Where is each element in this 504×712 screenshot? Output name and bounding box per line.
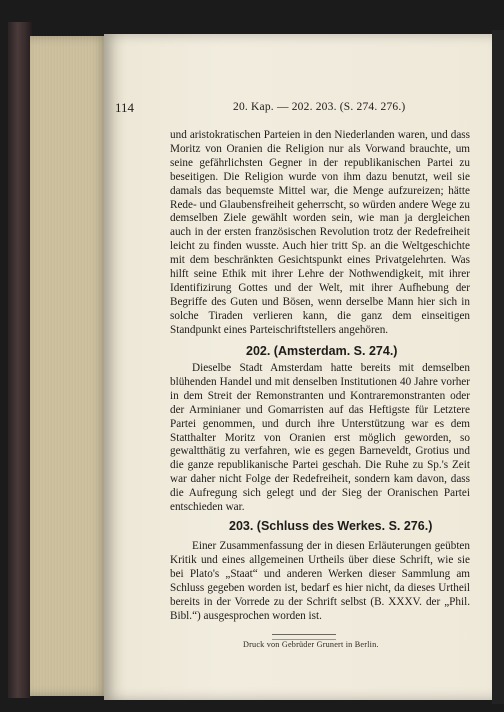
printer-imprint: Druck von Gebrüder Grunert in Berlin. bbox=[243, 640, 379, 649]
section-heading-203: 203. (Schluss des Werkes. S. 276.) bbox=[229, 519, 433, 533]
running-title: 20. Kap. — 202. 203. (S. 274. 276.) bbox=[233, 101, 406, 113]
paragraph-amsterdam: Dieselbe Stadt Amsterdam hatte bereits mit demselben blühenden Handel und mit denselben Institutionen 40 Jahre vorher in dem Streit der Remonstranten und Kontraremonstranten oder der Arminianer und Gomarristen auf das Heftigste für Letztere Partei genommen, und durch ihre Unterstützung war es dem Statthalter Moritz von Oranien erst möglich geworden, so gewaltthätig zu verfahren, wie es gegen Barneveldt, Grotius und die ganze republikanische Partei geschah. Die Ruhe zu Sp.'s Zeit war daher nicht Folge der Redefreiheit, sondern kam davon, dass die Aufregung sich gelegt und der Sieg der Oranischen Partei entschieden war. bbox=[170, 362, 470, 514]
cover-edge bbox=[492, 30, 504, 704]
page-number: 114 bbox=[115, 100, 135, 115]
paragraph-continuation: und aristokratischen Parteien in den Niederlanden waren, und dass Moritz von Oranien die Religion nur als Vorwand brauchte, um seine gefährlichsten Gegner in der republikanischen Partei zu beseitigen. Die Religion wurde von ihm dazu benutzt, weil sie damals das bequemste Mittel war, die Menge aufzureizen; hätte Rede- und Glaubensfreiheit geherrscht, so würden andere Wege zu demselben Ziele gewählt worden sein, wie man ja dergleichen auch in der ersten französischen Revolution trotz der Redefreiheit leicht zu finden wusste. Auch hier tritt Sp. an die Weltgeschichte mit dem beschränkten Gesichtspunkt eines Privatgelehrten. Was hilft seine Ethik mit ihrer Lehre der Nothwendigkeit, mit ihrer Identifizirung Gottes und der Welt, mit ihrer Aufhebung der Begriffe des Guten und Bösen, wenn derselbe Mann hier sich in solche Tiraden verlieren kann, die ganz dem einseitigen Standpunkt eines Parteischriftstellers angehören. bbox=[170, 129, 470, 336]
paragraph-conclusion: Einer Zusammenfassung der in diesen Erläuterungen geübten Kritik und eines allgemeinen Urtheils über diese Schrift, wie sie bei Plato's „Staat“ und anderen Werken dieser Sammlung am Schluss gegeben worden ist, bedarf es hier nicht, da dieses Urtheil bereits in der Vorrede zu der Schrift selbst (B. XXXV. der „Phil. Bibl.“) ausgesprochen worden ist. bbox=[170, 540, 470, 622]
section-heading-202: 202. (Amsterdam. S. 274.) bbox=[246, 344, 398, 358]
book-binding bbox=[8, 22, 32, 698]
page-edges bbox=[30, 36, 108, 696]
